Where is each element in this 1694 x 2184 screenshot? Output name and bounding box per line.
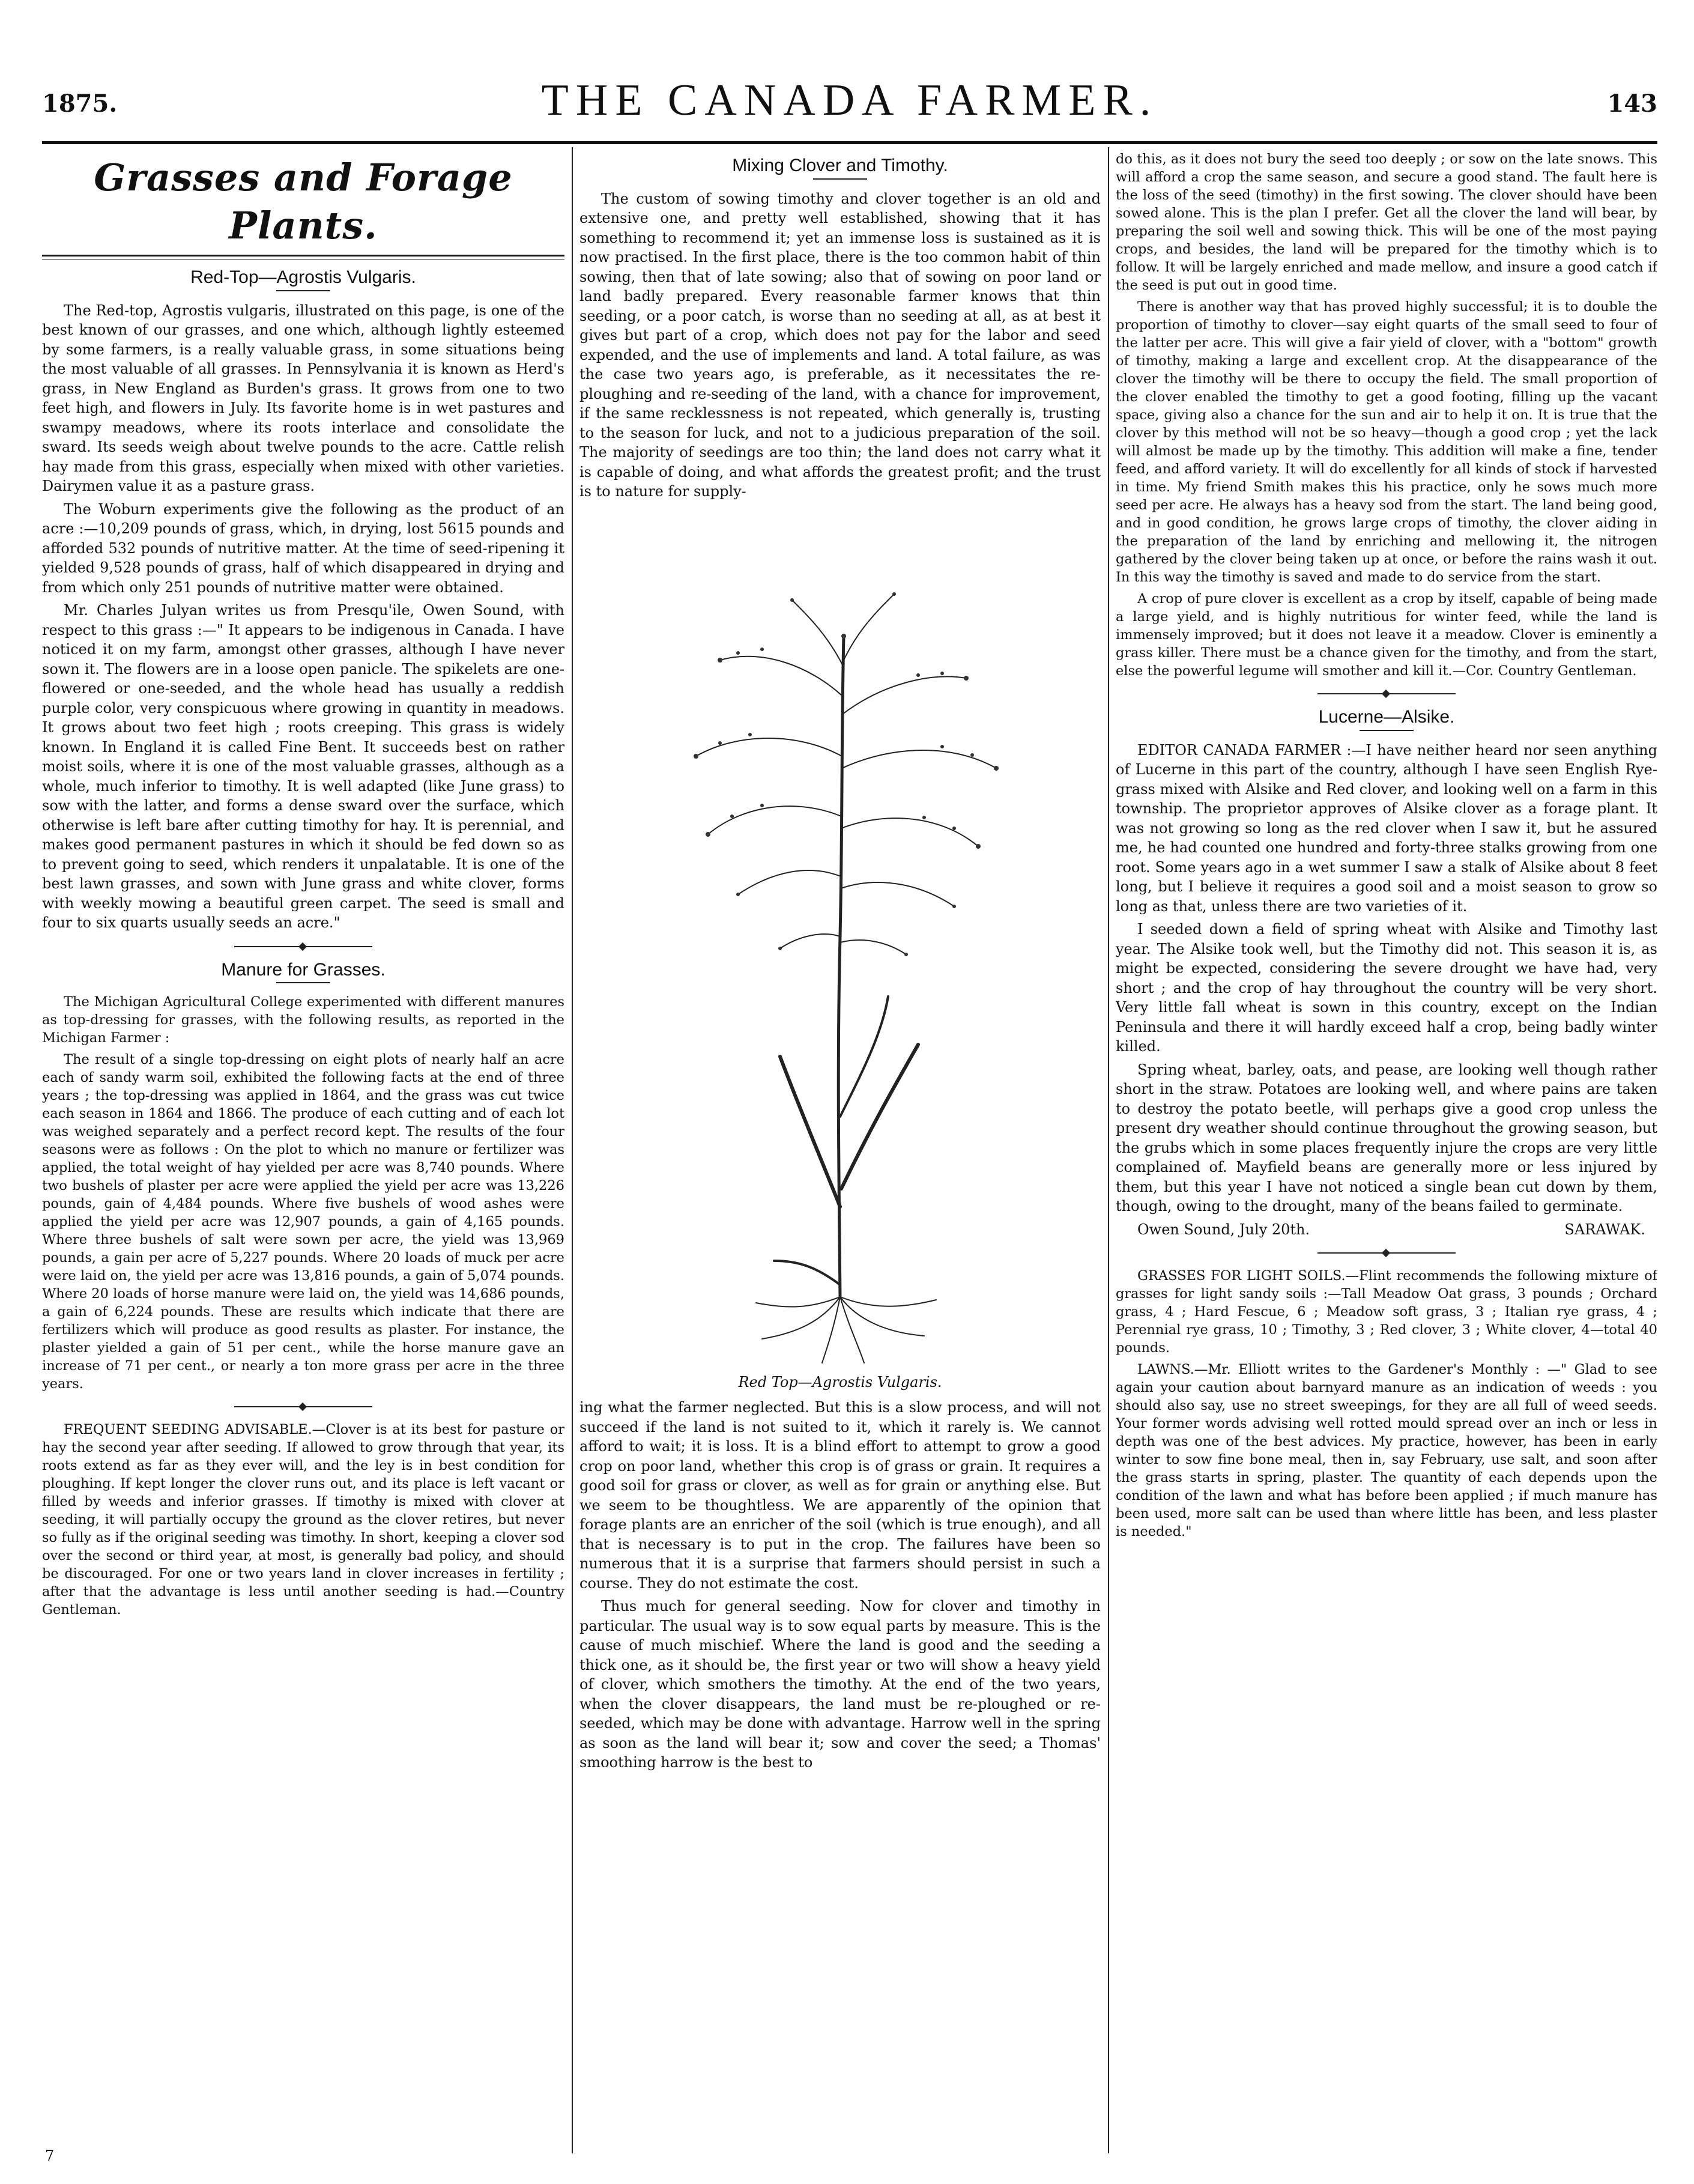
issue-year: 1875. <box>42 89 118 118</box>
paragraph-frequent-seeding: FREQUENT SEEDING ADVISABLE.—Clover is at its best for pasture or hay the second year after seeding. If allowed to grow through that year, its roots extend as far as they ever will, and the ley is in best condition for ploughing. If kept longer the clover runs out, and its place is left vacant or filled by weeds and inferior grasses. If timothy is mixed with clover at seeding, it will partially occupy the ground as the clover retires, but never so fully as if the original seeding was timothy. In short, keeping a clover sod over the second or third year, at most, is generally bad policy, and should be discouraged. For one or two years land in clover increases in fertility ; after that the advantage is less until another seeding is had.—Country Gentleman. <box>42 1422 564 1618</box>
column-divider <box>1108 147 1109 2153</box>
paragraph: EDITOR CANADA FARMER :—I have neither heard nor seen anything of Lucerne in this part of the country, although I have seen English Rye-grass mixed with Alsike and Red clover, and looking well on a farm in this township. The proprietor approves of Alsike clover as a forage plant. It was not growing so long as the red clover when I saw it, but he assured me, he had counted one hundred and forty-three stalks growing from one root. Some years ago in a wet summer I saw a stalk of Alsike about 8 feet long, but I believe it requires a good soil and a moist season to grow so long as that, unless there are two varieties of it. <box>1116 741 1657 915</box>
folio-mark: 7 <box>45 2147 55 2164</box>
article-title-mixing-clover: Mixing Clover and Timothy. <box>732 156 948 175</box>
title-dash <box>276 982 330 983</box>
figure-caption: Red Top—Agrostis Vulgaris. <box>738 1373 942 1391</box>
page-number: 143 <box>1607 89 1657 118</box>
paragraph: I seeded down a field of spring wheat with Alsike and Timothy last year. The Alsike took well, but the Timothy did not. This season it is, as might be expected, considering the severe drought we have had, very short ; and the crop of hay throughout the country will be very short. Very little fall wheat is sown in this country, except on the Indian Peninsula and there it will hardly exceed half a crop, being badly winter killed. <box>1116 921 1657 1055</box>
paragraph-light-soils: GRASSES FOR LIGHT SOILS.—Flint recommends the following mixture of grasses for light sandy soils :—Tall Meadow Oat grass, 3 pounds ; Orchard grass, 4 ; Hard Fescue, 6 ; Meadow soft grass, 3 ; Italian rye grass, 4 ; Perennial rye grass, 10 ; Timothy, 3 ; Red clover, 3 ; White clover, 4—total 40 pounds. <box>1116 1268 1657 1356</box>
article-title-manure: Manure for Grasses. <box>221 959 386 980</box>
masthead <box>42 69 1657 135</box>
paragraph: Spring wheat, barley, oats, and pease, are looking well though rather short in the straw. Potatoes are looking well, and where pains are taken to destroy the potato beetle, will perhaps give a good crop unless the present dry weather should continue throughout the growing season, but the grubs which in some places frequently injure the crops are very little complained of. Mayfield beans are generally more or less injured by them, but this year I have not noticed a single bean cut down by them, though, owing to the drought, many of the beans failed to germinate. <box>1116 1061 1657 1215</box>
column-2 <box>579 150 1101 2156</box>
paragraph: The Woburn experiments give the following as the product of an acre :—10,209 pounds of grass, which, in drying, lost 5615 pounds and afforded 532 pounds of nutritive matter. At the time of seed-ripening it yielded 9,528 pounds of grass, half of which disappeared in drying and from which only 251 pounds of nutritive matter were obtained. <box>42 500 564 596</box>
article-separator <box>234 1406 372 1407</box>
paragraph: Mr. Charles Julyan writes us from Presqu'ile, Owen Sound, with respect to this grass :—" It appears to be indigenous in Canada. I have noticed it on my farm, amongst other grasses, although I have never sown it. The flowers are in a loose open panicle. The spikelets are one-flowered or one-seeded, and the whole head has usually a reddish purple color, very conspicuous where growing in quantity in meadows. It grows about two feet high ; roots creeping. This grass is widely known. In England it is called Fine Bent. It succeeds best on rather moist soils, where it is one of the most valuable grasses, although as a whole, much inferior to timothy. It is well adapted (like June grass) to sow with the latter, and forms a dense sward over the surface, which otherwise is left bare after cutting timothy for hay. It is perennial, and makes good permanent pastures in which it should be fed down so as to prevent going to seed, which renders it unpalatable. It is one of the best lawn grasses, and sown with June grass and white clover, forms with weekly mowing a beautiful green carpet. The seed is small and four to six quarts usually seeds an acre." <box>42 602 564 931</box>
section-rule <box>42 255 564 259</box>
article-title-red-top: Red-Top—Agrostis Vulgaris. <box>190 267 416 287</box>
signature-line <box>1116 1220 1657 1240</box>
newspaper-title: THE CANADA FARMER. <box>541 76 1158 125</box>
masthead-rule <box>42 141 1657 144</box>
signature-name: SARAWAK. <box>1564 1221 1645 1238</box>
column-3 <box>1116 150 1657 2156</box>
title-dash <box>813 178 867 180</box>
article-separator <box>1317 693 1456 694</box>
title-dash <box>276 290 330 291</box>
paragraph: A crop of pure clover is excellent as a crop by itself, capable of being made a large yield, and is highly nutritious for winter feed, while the land is immensely improved; but it does not leave it a meadow. Clover is eminently a grass killer. There must be a chance given for the timothy, and from the start, else the powerful legume will smother and kill it.—Cor. Country Gentleman. <box>1116 591 1657 679</box>
paragraph: The result of a single top-dressing on eight plots of nearly half an acre each of sandy warm soil, exhibited the following facts at the end of three years ; the top-dressing was applied in 1864, and the grass was cut twice each season in 1864 and 1866. The produce of each cutting and of each lot was weighed separately and a perfect record kept. The results of the four seasons were as follows : On the plot to which no manure or fertilizer was applied, the total weight of hay yielded per acre was 8,740 pounds. Where two bushels of plaster per acre were applied the yield per acre was 13,226 pounds, gain of 4,484 pounds. Where five bushels of wood ashes were applied the yield per acre was 12,907 pounds, a gain of 4,165 pounds. Where three bushels of salt were sown per acre, the yield was 13,969 pounds, a gain per acre of 5,227 pounds. Where 20 loads of muck per acre were laid on, the yield per acre was 13,816 pounds, a gain of 5,074 pounds. Where 20 loads of horse manure were laid on, the yield was 14,686 pounds, a gain of 6,224 pounds. These are results which indicate that there are fertilizers which will produce as good results as plaster. For instance, the plaster yielded a gain of 51 per cent., while the horse manure gave an increase of 71 per cent., or nearly a ton more grass per acre in the three years. <box>42 1052 564 1392</box>
column-divider <box>572 147 573 2153</box>
paragraph-lawns: LAWNS.—Mr. Elliott writes to the Gardener's Monthly : —" Glad to see again your caution about barnyard manure as an indication of weeds : you should also say, use no street sweepings, for they are all full of weed seeds. Your former words advising well rotted mould spread over an inch or less in depth was one of the best advices. My practice, however, has been in early winter to sow fine bone meal, then in, say February, use salt, and soon after the grass starts in spring, plaster. The quantity of each depends upon the condition of the lawn and what has before been applied ; if much manure has been used, more salt can be used than where little has been, and less plaster is needed." <box>1116 1362 1657 1539</box>
red-top-grass-illustration <box>582 516 1098 1369</box>
article-separator <box>234 946 372 947</box>
paragraph: The Michigan Agricultural College experimented with different manures as top-dressing for grasses, with the following results, as reported in the Michigan Farmer : <box>42 994 564 1046</box>
article-title-lucerne: Lucerne—Alsike. <box>1318 707 1455 727</box>
section-heading: Grasses and Forage Plants. <box>94 156 513 247</box>
paragraph: Thus much for general seeding. Now for clover and timothy in particular. The usual way is to sow equal parts by measure. This is the cause of much mischief. Where the land is good and the seeding a thick one, as it should be, the first year or two will show a heavy yield of clover, which smothers the timothy. At the end of the two years, when the clover disappears, the land must be re-ploughed or re-seeded, which may be done with advantage. Harrow well in the spring as soon as the land will bear it; sow and cover the seed; a Thomas' smoothing harrow is the best to <box>579 1598 1101 1771</box>
column-1 <box>42 150 564 2156</box>
paragraph: do this, as it does not bury the seed too deeply ; or sow on the late snows. This will afford a crop the same season, and secure a good stand. The fault here is the loss of the seed (timothy) in the first sowing. The clover should have been sowed alone. This is the plan I prefer. Get all the clover the land will bear, by preparing the soil well and sowing thick. This will be one of the most paying crops, and besides, the land will be prepared for the timothy which is to follow. It will be largely enriched and made mellow, and insure a good catch if the seed is put out in good time. <box>1116 151 1657 293</box>
paragraph: There is another way that has proved highly successful; it is to double the proportion of timothy to clover—say eight quarts of the small seed to four of the latter per acre. This will give a fair yield of clover, with a "bottom" growth of timothy, making a large and excellent crop. At the disappearance of the clover the timothy will be there to occupy the field. The small proportion of the clover enabled the timothy to get a good footing, filling up the vacant space, giving also a chance for the sun and air to help it on. It is true that the clover by this method will not be so heavy—though a good crop ; yet the lack will almost be made up by the timothy. This addition will make a fine, tender feed, and afford variety. It will do excellently for all kinds of stock if harvested in time. My friend Smith makes this his practice, only he sows much more seed per acre. He always has a heavy sod from the start. The land being good, and in good condition, he grows large crops of timothy, the clover aiding in the preparation of the land by enriching and mellowing it, the nitrogen gathered by the clover being taken up at once, or before the rains wash it out. In this way the timothy is saved and made to do service from the start. <box>1116 299 1657 585</box>
paragraph: The custom of sowing timothy and clover together is an old and extensive one, and pretty well established, showing that it has something to recommend it; yet an immense loss is sustained as it is now practised. In the first place, there is the too common habit of thin sowing, then that of late sowing; also that of sowing on poor land or land badly prepared. Every reasonable farmer knows that thin seeding, or a poor catch, is worse than no seeding at all, as at best it gives but part of a crop, which does not pay for the labor and seed expended, and the use of implements and land. A total failure, as was the case two years ago, is preferable, as it necessitates the re-ploughing and re-seeding of the land, with a chance for improvement, if the same recklessness is not repeated, which generally is, trusting to the season for luck, and not to a judicious preparation of the soil. The majority of seedings are too thin; the land does not carry what it is capable of doing, and what affords the greatest profit; and the trust is to nature for supply- <box>579 190 1101 500</box>
paragraph: The Red-top, Agrostis vulgaris, illustrated on this page, is one of the best known of our grasses, and one which, although lightly esteemed by some farmers, is a really valuable grass, in some situations being the most valuable of all grasses. In Pennsylvania it is known as Herd's grass, in New England as Burden's grass. It grows from one to two feet high, and flowers in July. Its favorite home is in wet pastures and swampy meadows, where its roots interlace and consolidate the sward. Its seeds weigh about twelve pounds to the acre. Cattle relish hay made from this grass, especially when mixed with other varieties. Dairymen value it as a pasture grass. <box>42 302 564 494</box>
article-separator <box>1317 1252 1456 1254</box>
signature-place-date: Owen Sound, July 20th. <box>1137 1221 1310 1238</box>
title-dash <box>1360 730 1414 731</box>
paragraph: ing what the farmer neglected. But this is a slow process, and will not succeed if the land is not suited to it, which it rarely is. We cannot afford to wait; it is loss. It is a blind effort to attempt to grow a good crop on poor land, whether this crop is of grass or grain. It requires a good soil for grass or clover, as well as for grain or anything else. But we seem to be thoughtless. We are apparently of the opinion that forage plants are an enricher of the soil (which is true enough), and all that is necessary is to put in the crop. The failures have been so numerous that it is a surprise that farmers should persist in such a course. They do not estimate the cost. <box>579 1399 1101 1592</box>
